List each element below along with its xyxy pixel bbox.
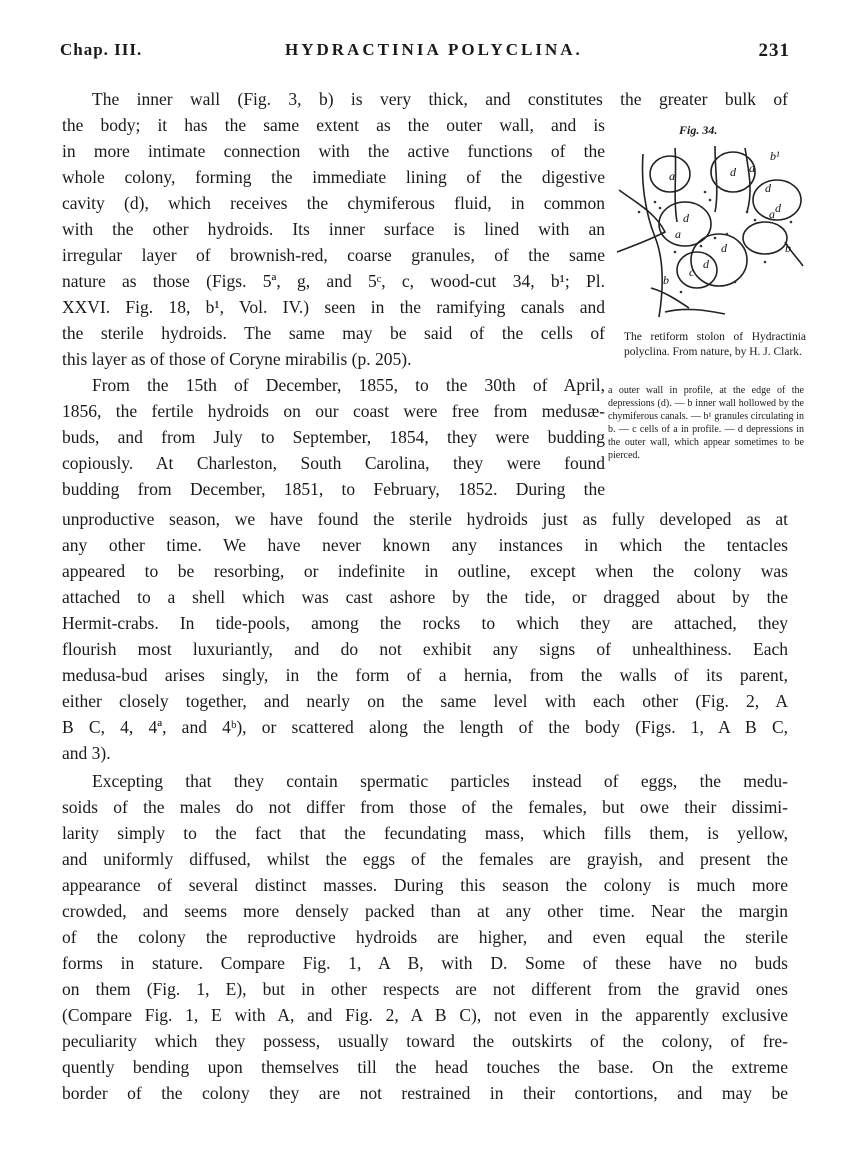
- figure-letter: d: [721, 241, 727, 255]
- text-line: and 3).: [62, 743, 111, 763]
- text-line: border of the colony they are not restrained in their contortions, and may be: [62, 1083, 788, 1103]
- figure-letter: a: [769, 207, 775, 221]
- figure-letter: d: [775, 201, 781, 215]
- running-title: HYDRACTINIA POLYCLINA.: [285, 40, 583, 59]
- figure-letter: c: [689, 265, 695, 279]
- text-line: with the other hydroids. Its inner surface is lined with an: [62, 219, 605, 239]
- stolon-illustration: [615, 142, 805, 324]
- text-line: the sterile hydroids. The same may be said of the cells of: [62, 323, 605, 343]
- figure-letter: a: [675, 227, 681, 241]
- text-line: whole colony, forming the immediate lining of the digestive: [62, 167, 605, 187]
- text-line: flourish most luxuriantly, and do not exhibit any signs of unhealthiness. Each: [62, 639, 788, 659]
- text-line: larity simply to the fact that the fecundating mass, which fills them, is yellow,: [62, 823, 788, 843]
- text-line: nature as those (Figs. 5ª, g, and 5ᶜ, c, wood-cut 34, b¹; Pl.: [62, 271, 605, 291]
- figure-letter: a: [669, 169, 675, 183]
- page-number: 231: [758, 40, 790, 61]
- text-line: appeared to be resorbing, or indefinite in outline, except when the colony was: [62, 561, 788, 581]
- text-line: forms in stature. Compare Fig. 1, A B, with D. Some of these have no buds: [62, 953, 788, 973]
- figure-letter: d: [765, 181, 771, 195]
- text-line: soids of the males do not differ from those of the females, but owe their dissimi-: [62, 797, 788, 817]
- figure-letter: d: [703, 257, 709, 271]
- text-line: (Compare Fig. 1, E with A, and Fig. 2, A B C), not even in the apparently exclusive: [62, 1005, 788, 1025]
- text-line: this layer as of those of Coryne mirabilis (p. 205).: [62, 349, 412, 369]
- text-line: peculiarity which they possess, usually toward the outskirts of the colony, of fre-: [62, 1031, 788, 1051]
- text-line: copiously. At Charleston, South Carolina, they were found: [62, 453, 605, 473]
- figure-letter: d: [730, 165, 736, 179]
- text-line: irregular layer of brownish-red, coarse granules, of the same: [62, 245, 605, 265]
- text-line: either closely together, and nearly on the same level with each other (Fig. 2, A: [62, 691, 788, 711]
- text-line: attached to a shell which was cast ashore by the tide, or dragged about by the: [62, 587, 788, 607]
- text-line: The inner wall (Fig. 3, b) is very thick, and constitutes the greater bulk of: [92, 89, 788, 109]
- figure-label: Fig. 34.: [679, 123, 718, 137]
- chapter-label: Chap. III.: [60, 40, 143, 59]
- text-line: in more intimate connection with the active functions of the: [62, 141, 605, 161]
- text-line: B C, 4, 4ª, and 4ᵇ), or scattered along the length of the body (Figs. 1, A B C,: [62, 717, 788, 737]
- text-line: and uniformly diffused, whilst the eggs of the females are grayish, and present the: [62, 849, 788, 869]
- text-line: medusa-bud arises singly, in the form of a hernia, from the walls of its parent,: [62, 665, 788, 685]
- text-line: Excepting that they contain spermatic particles instead of eggs, the medu-: [92, 771, 788, 791]
- text-line: budding from December, 1851, to February, 1852. During the: [62, 479, 605, 499]
- text-line: From the 15th of December, 1855, to the 30th of April,: [92, 375, 605, 395]
- text-line: buds, and from July to September, 1854, they were budding: [62, 427, 605, 447]
- text-line: Hermit-crabs. In tide-pools, among the rocks to which they are attached, they: [62, 613, 788, 633]
- figure-legend: a outer wall in profile, at the edge of the depressions (d). — b inner wall hollowed by the chymiferous canals. — b¹ granules circulating in b. — c cells of a in profile. — d depressions in the outer wall, which appear sometimes to be pierced.: [608, 385, 804, 461]
- text-line: cavity (d), which receives the chymiferous fluid, in common: [62, 193, 605, 213]
- text-line: appearance of several distinct masses. During this season the colony is much more: [62, 875, 788, 895]
- figure-letter: d: [683, 211, 689, 225]
- text-line: of the colony the reproductive hydroids are higher, and even equal the sterile: [62, 927, 788, 947]
- text-line: the body; it has the same extent as the outer wall, and is: [62, 115, 605, 135]
- text-line: XXVI. Fig. 18, b¹, Vol. IV.) seen in the ramifying canals and: [62, 297, 605, 317]
- figure-letter: b¹: [770, 149, 780, 163]
- figure-letter: b: [663, 273, 669, 287]
- figure-caption: The retiform stolon of Hydractinia polyclina. From nature, by H. J. Clark.: [624, 331, 806, 358]
- text-line: crowded, and seems more densely packed than at any other time. Near the margin: [62, 901, 788, 921]
- text-line: on them (Fig. 1, E), but in other respects are not different from the gravid ones: [62, 979, 788, 999]
- text-line: 1856, the fertile hydroids on our coast were free from medusæ-: [62, 401, 605, 421]
- text-line: quently bending upon themselves till the head touches the base. On the extreme: [62, 1057, 788, 1077]
- text-line: any other time. We have never known any instances in which the tentacles: [62, 535, 788, 555]
- figure-letter: b: [785, 241, 791, 255]
- text-line: unproductive season, we have found the sterile hydroids just as fully developed as at: [62, 509, 788, 529]
- figure-letter: a: [749, 161, 755, 175]
